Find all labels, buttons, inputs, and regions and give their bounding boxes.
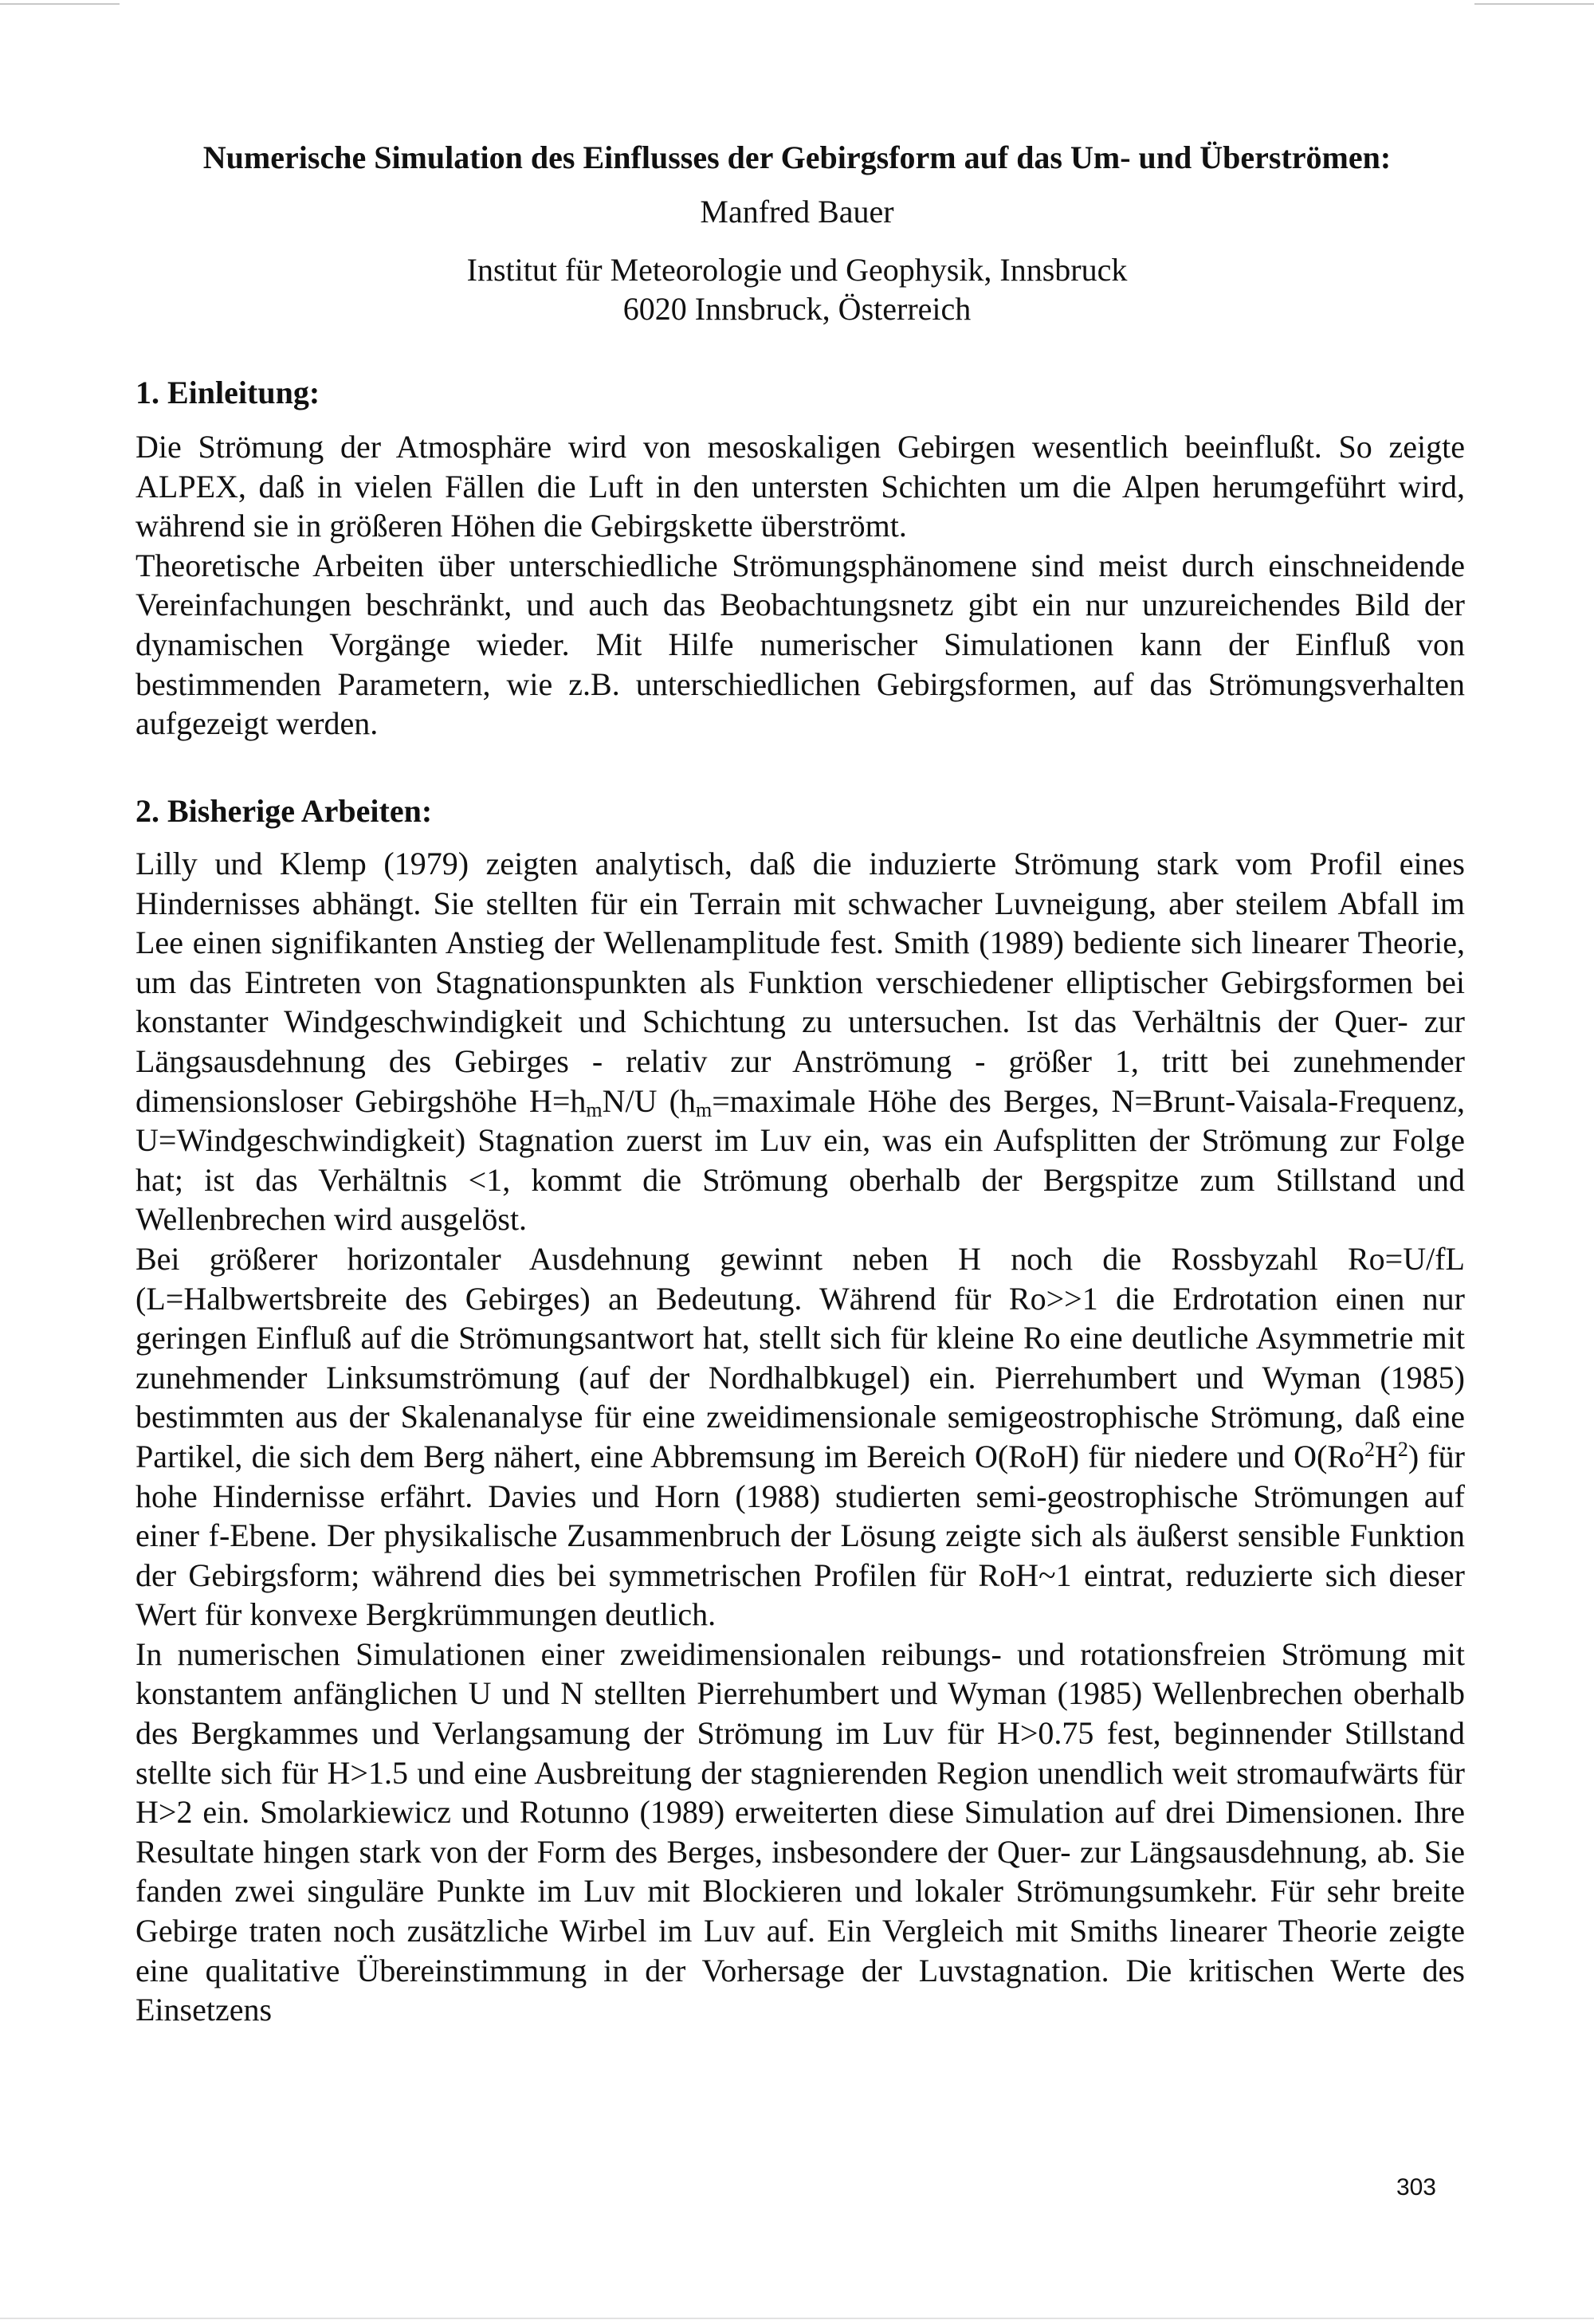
top-scan-line-left <box>0 3 120 5</box>
section-2-p1-text-c: =maximale Höhe des Berges, N=Brunt-Vaisala-Frequenz, U=Windgeschwindigkeit) Stagnation zuerst im Luv ein, was ein Aufsplitten der Strömung zur Folge hat; ist das Verhältnis <1, kommt die Strömung oberhalb der Bergspitze zum Stillstand und Wellenbrechen wird ausgelöst. <box>135 1082 1465 1238</box>
top-scan-line-right <box>1474 3 1594 5</box>
section-2-p1-subscript-1: m <box>586 1097 603 1121</box>
section-2-heading: 2. Bisherige Arbeiten: <box>135 793 433 829</box>
paper-title: Numerische Simulation des Einflusses der Gebirgsform auf das Um- und Überströmen: <box>202 139 1392 175</box>
section-2-paragraph-1 <box>135 844 1465 1239</box>
section-1-paragraph-2: Theoretische Arbeiten über unterschiedliche Strömungsphänomene sind meist durch einschneidende Vereinfachungen beschränkt, und auch das Beobachtungsnetz gibt ein nur unzureichendes Bild der dynamischen Vorgänge wieder. Mit Hilfe numerischer Simulationen kann der Einfluß von bestimmenden Parametern, wie z.B. unterschiedlichen Gebirgsformen, auf das Strömungsverhalten aufgezeigt werden. <box>135 547 1465 742</box>
section-2-body <box>135 844 1465 2030</box>
section-2-p2-superscript-1: 2 <box>1364 1437 1375 1461</box>
section-2-p2-text-c: ) für hohe Hindernisse erfährt. Davies und Horn (1988) studierten semi-geostrophische Strömungen auf einer f-Ebene. Der physikalische Zusammenbruch der Lösung zeigte sich als äußerst sensible Funktion der Gebirgsform; während dies bei symmetrischen Profilen für RoH~1 eintrat, reduzierte sich dieser Wert für konvexe Bergkrümmungen deutlich. <box>135 1438 1465 1633</box>
section-2-paragraph-3: In numerischen Simulationen einer zweidimensionalen reibungs- und rotationsfreien Strömung mit konstantem anfänglichen U und N stellten Pierrehumbert und Wyman (1985) Wellenbrechen oberhalb des Bergkammes und Verlangsamung der Strömung im Luv für H>0.75 fest, beginnender Stillstand stellte sich für H>1.5 und eine Ausbreitung der stagnierenden Region unendlich weit stromaufwärts für H>2 ein. Smolarkiewicz und Rotunno (1989) erweiterten diese Simulation auf drei Dimensionen. Ihre Resultate hingen stark von der Form des Berges, insbesondere der Quer- zur Längsausdehnung, ab. Sie fanden zwei singuläre Punkte im Luv mit Blockieren und lokaler Strömungsumkehr. Für sehr breite Gebirge traten noch zusätzliche Wirbel im Luv auf. Ein Vergleich mit Smiths linearer Theorie zeigte eine qualitative Übereinstimmung in der Vorhersage der Luvstagnation. Die kritischen Werte des Einsetzens <box>135 1635 1465 2028</box>
section-2-p2-text-b: H <box>1374 1438 1398 1474</box>
section-1-heading: 1. Einleitung: <box>135 375 320 410</box>
section-2-paragraph-2 <box>135 1239 1465 1635</box>
page-number: 303 <box>1396 2174 1436 2200</box>
section-2-p2-superscript-2: 2 <box>1397 1437 1408 1461</box>
section-2-p1-text-a: Lilly und Klemp (1979) zeigten analytisch, daß die induzierte Strömung stark vom Profil eines Hindernisses abhängt. Sie stellten für ein Terrain mit schwacher Luvneigung, aber steilem Abfall im Lee einen signifikanten Anstieg der Wellenamplitude fest. Smith (1989) bediente sich linearer Theorie, um das Eintreten von Stagnationspunkten als Funktion verschiedener elliptischer Gebirgsformen bei konstanter Windgeschwindigkeit und Schichtung zu untersuchen. Ist das Verhältnis der Quer- zur Längsausdehnung des Gebirges - relativ zur Anströmung - größer 1, tritt bei zunehmender dimensionsloser Gebirgshöhe H=h <box>135 846 1465 1119</box>
section-2-p2-text-a: Bei größerer horizontaler Ausdehnung gewinnt neben H noch die Rossbyzahl Ro=U/fL (L=Halbwertsbreite des Gebirges) an Bedeutung. Während für Ro>>1 die Erdrotation einen nur geringen Einfluß auf die Strömungsantwort hat, stellt sich für kleine Ro eine deutliche Asymmetrie mit zunehmender Linksumströmung (auf der Nordhalbkugel) ein. Pierrehumbert und Wyman (1985) bestimmten aus der Skalenanalyse für eine zweidimensionale semigeostrophische Strömung, daß eine Partikel, die sich dem Berg nähert, eine Abbremsung im Bereich O(RoH) für niedere und O(Ro <box>135 1240 1465 1474</box>
section-2-p1-subscript-2: m <box>696 1097 713 1121</box>
affiliation-line-2: 6020 Innsbruck, Österreich <box>622 291 972 327</box>
author-name: Manfred Bauer <box>700 194 894 230</box>
bottom-scan-line <box>0 2318 1594 2319</box>
section-1-paragraph-1: Die Strömung der Atmosphäre wird von mesoskaligen Gebirgen wesentlich beeinflußt. So zeigte ALPEX, daß in vielen Fällen die Luft in den untersten Schichten um die Alpen herumgeführt wird, während sie in größeren Höhen die Gebirgskette überströmt. <box>135 429 1465 544</box>
section-2-p1-text-b: N/U (h <box>602 1082 697 1119</box>
section-1-body <box>135 427 1465 744</box>
affiliation-line-1: Institut für Meteorologie und Geophysik, Innsbruck <box>466 252 1128 288</box>
